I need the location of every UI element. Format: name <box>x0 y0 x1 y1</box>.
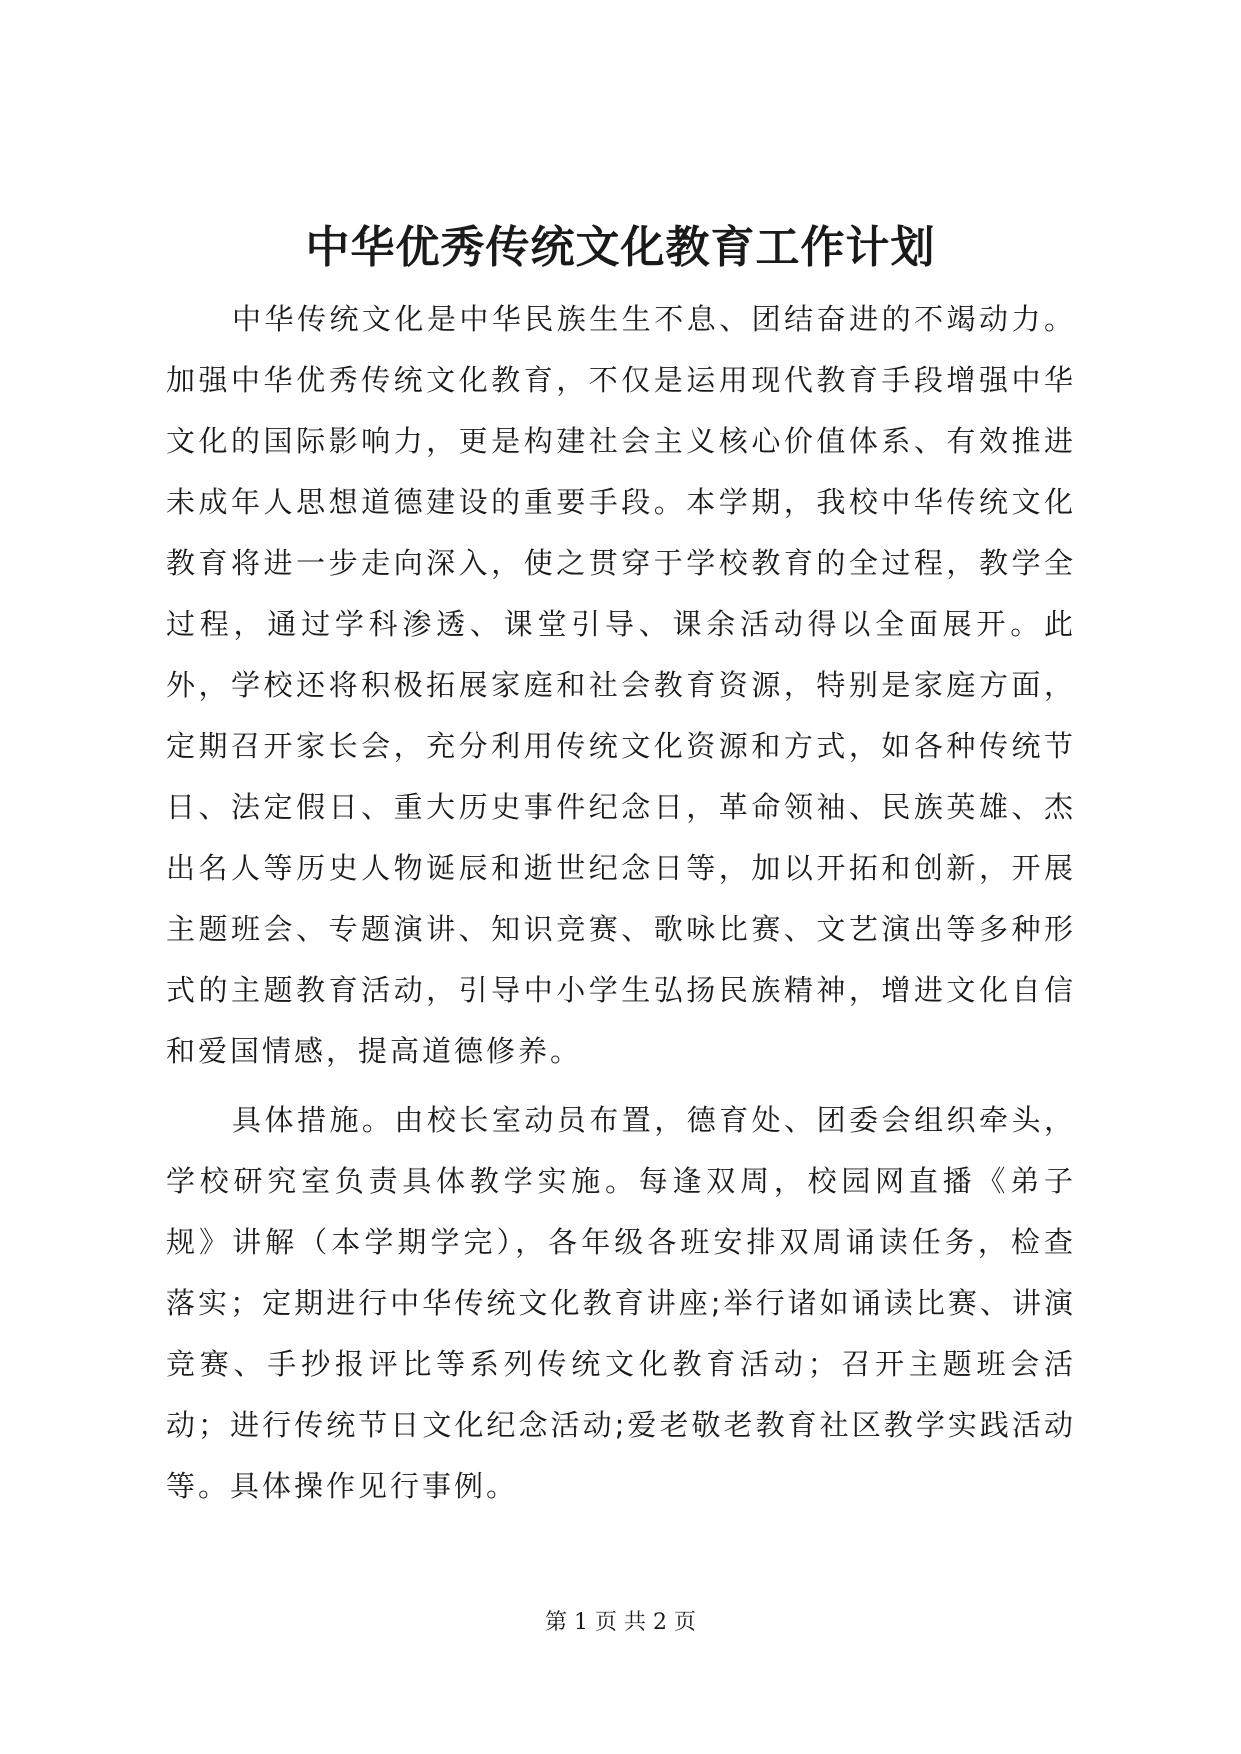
page-number-footer: 第 1 页 共 2 页 <box>545 1610 696 1635</box>
document-body <box>166 289 1076 1517</box>
document-title: 中华优秀传统文化教育工作计划 <box>305 222 936 273</box>
paragraph-intro: 中华传统文化是中华民族生生不息、团结奋进的不竭动力。加强中华优秀传统文化教育，不仅是运用现代教育手段增强中华文化的国际影响力，更是构建社会主义核心价值体系、有效推进未成年人思想道德建设的重要手段。本学期，我校中华传统文化教育将进一步走向深入，使之贯穿于学校教育的全过程，教学全过程，通过学科渗透、课堂引导、课余活动得以全面展开。此外，学校还将积极拓展家庭和社会教育资源，特别是家庭方面，定期召开家长会，充分利用传统文化资源和方式，如各种传统节日、法定假日、重大历史事件纪念日，革命领袖、民族英雄、杰出名人等历史人物诞辰和逝世纪念日等，加以开拓和创新，开展主题班会、专题演讲、知识竞赛、歌咏比赛、文艺演出等多种形式的主题教育活动，引导中小学生弘扬民族精神，增进文化自信和爱国情感，提高道德修养。 <box>166 302 1076 1068</box>
paragraph-measures: 具体措施。由校长室动员布置，德育处、团委会组织牵头，学校研究室负责具体教学实施。每逢双周，校园网直播《弟子规》讲解（本学期学完），各年级各班安排双周诵读任务，检查落实；定期进行中华传统文化教育讲座;举行诸如诵读比赛、讲演竞赛、手抄报评比等系列传统文化教育活动；召开主题班会活动；进行传统节日文化纪念活动;爱老敬老教育社区教学实践活动等。具体操作见行事例。 <box>166 1103 1076 1503</box>
